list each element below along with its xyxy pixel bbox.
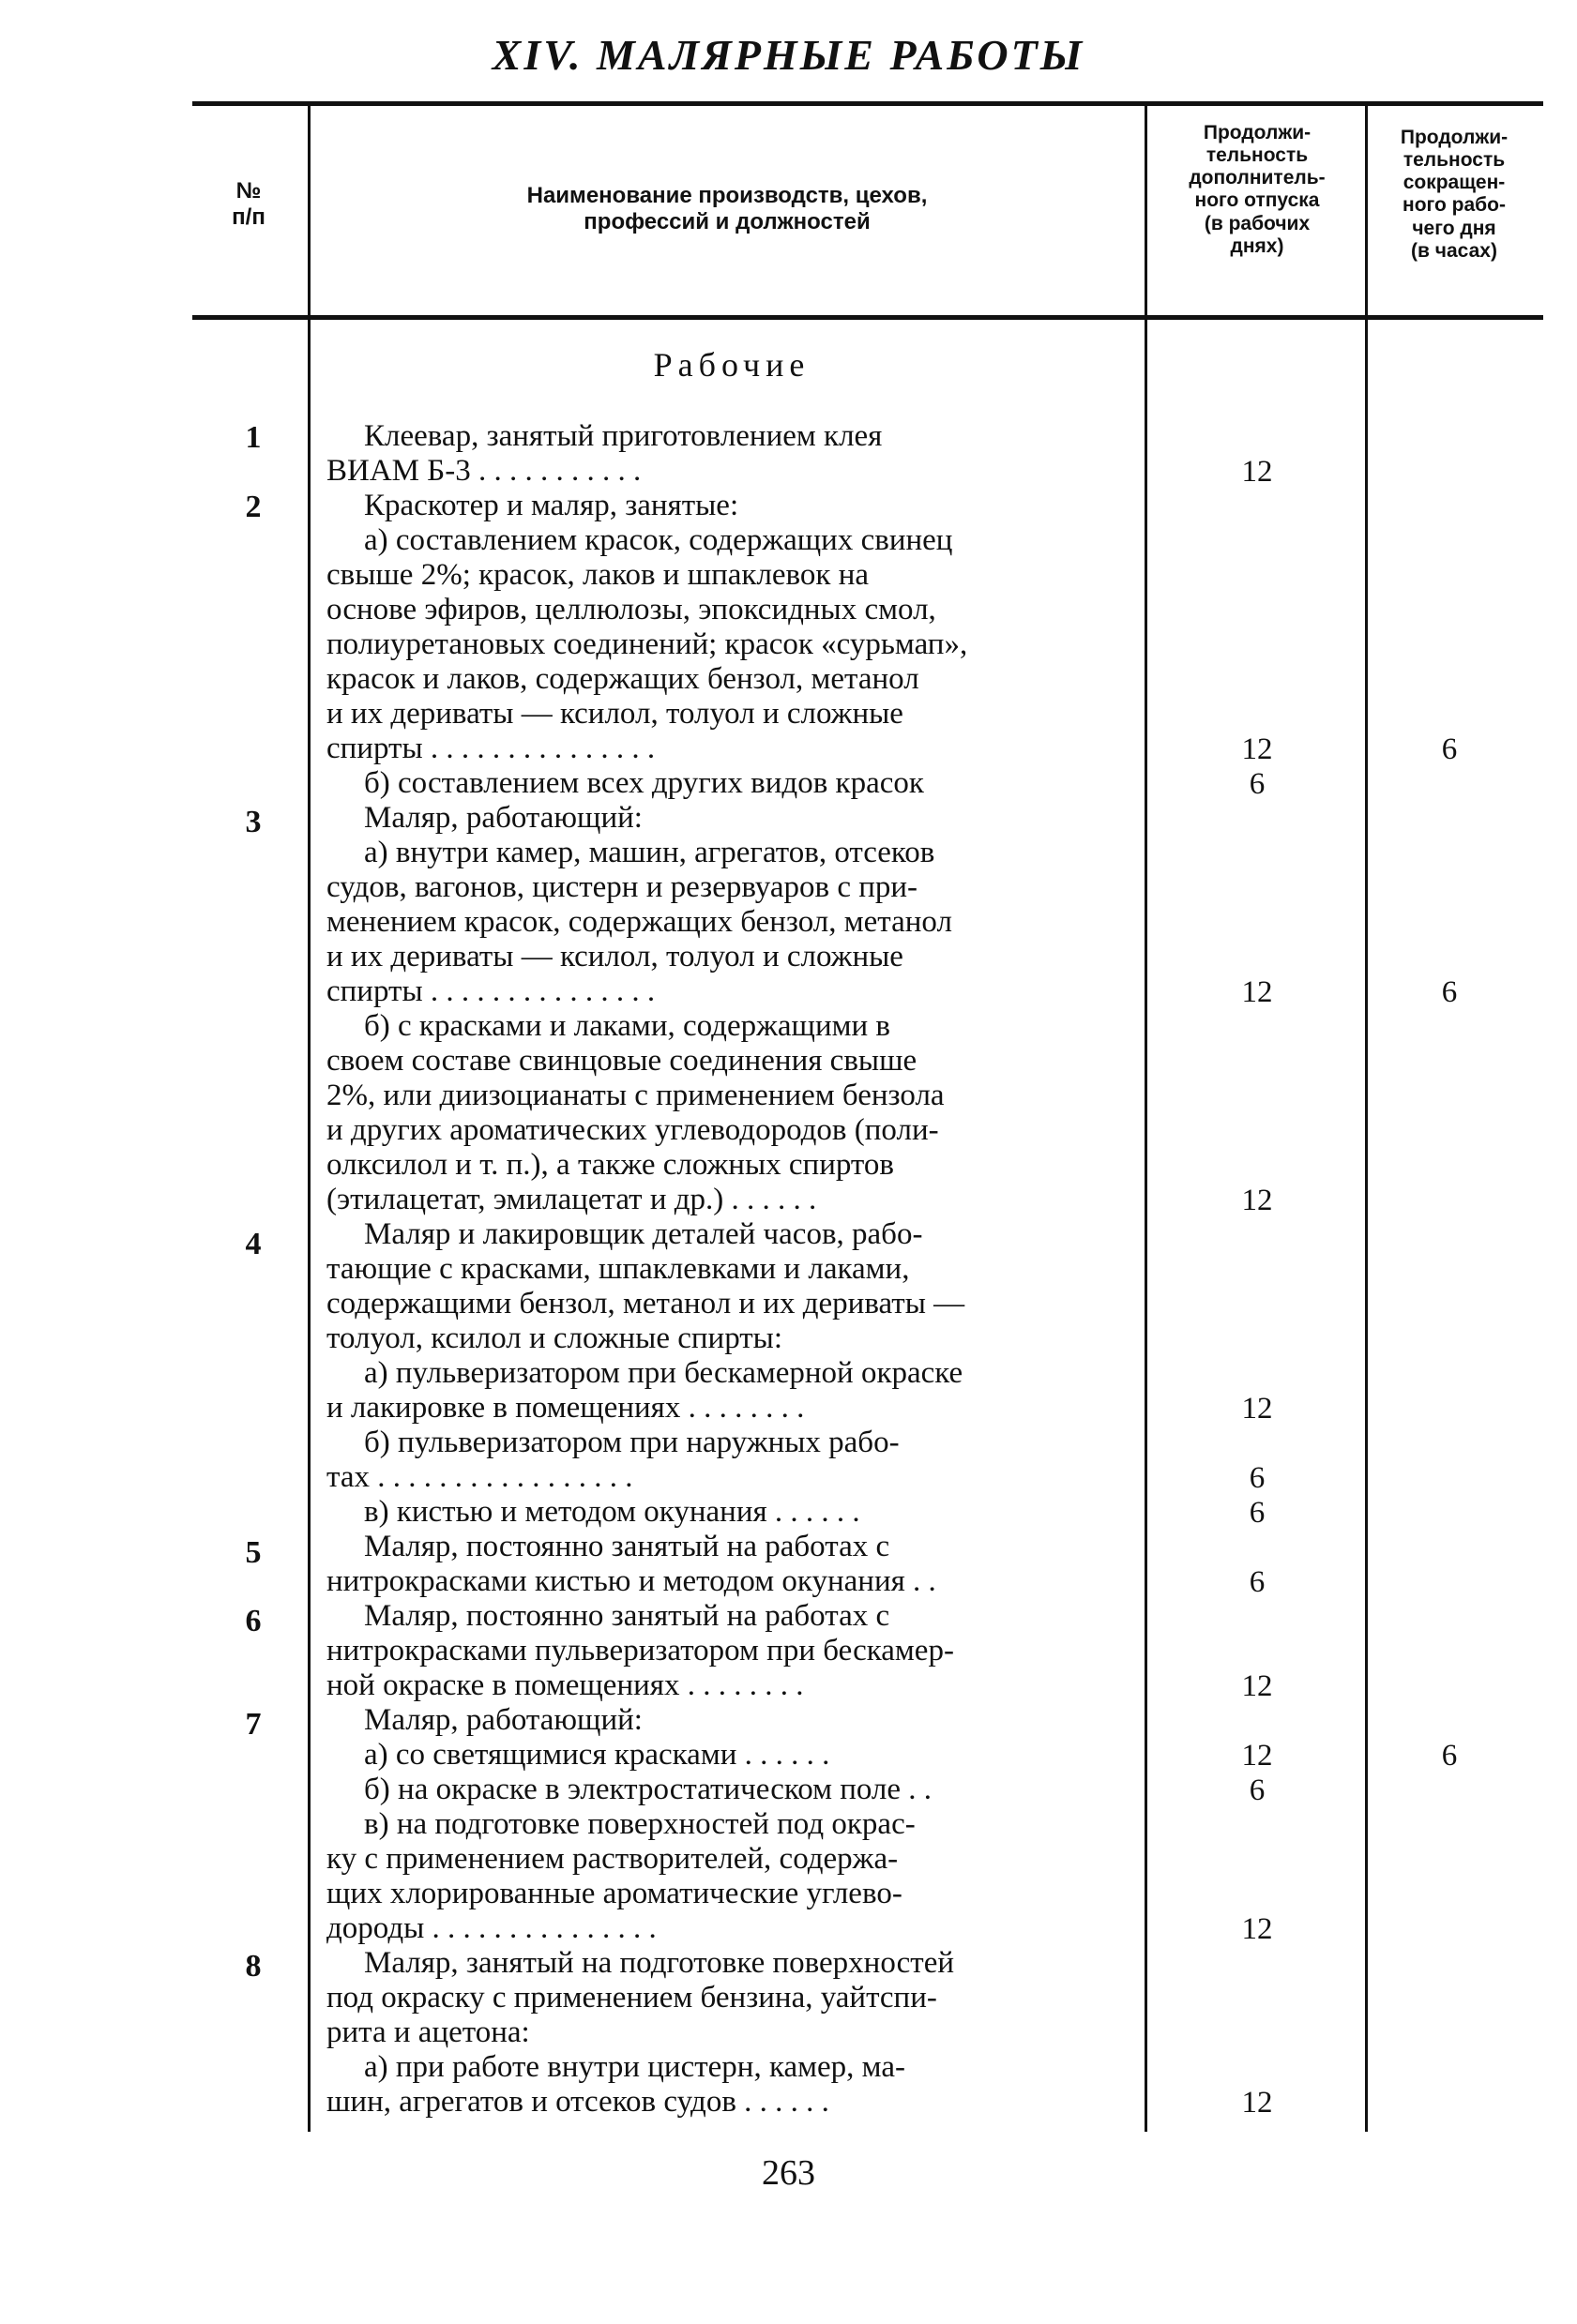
text-line: и их дериваты — ксилол, толуол и сложные xyxy=(326,698,903,731)
header-reduced-workday: Продолжи- тельность сокращен- ного рабо- чего дня (в часах) xyxy=(1400,127,1509,262)
text-line: Маляр, работающий: xyxy=(364,802,643,835)
group-label: Рабочие xyxy=(653,346,811,384)
reduced-hours-cell: 6 xyxy=(1441,732,1458,766)
text-line: под окраску с применением бензина, уайтспи- xyxy=(326,1982,937,2015)
text-line: шин, агрегатов и отсеков судов . . . . . . xyxy=(326,2086,829,2119)
row-number: 6 xyxy=(245,1604,262,1638)
text-line: б) составлением всех других видов красок xyxy=(364,767,924,800)
text-line: щих хлорированные ароматические углево- xyxy=(326,1878,902,1910)
leave-days-cell: 12 xyxy=(1241,1184,1273,1217)
column-divider xyxy=(308,106,311,315)
text-line: олксилол и т. п.), а также сложных спиртов xyxy=(326,1149,894,1182)
text-line: своем составе свинцовые соединения свыше xyxy=(326,1045,917,1078)
text-line: Маляр, работающий: xyxy=(364,1704,643,1737)
leave-days-cell: 6 xyxy=(1249,767,1266,801)
column-divider xyxy=(308,320,311,2132)
leave-days-cell: 12 xyxy=(1241,455,1273,489)
text-line: нитрокрасками пульверизатором при бескамер- xyxy=(326,1635,954,1668)
leave-days-cell: 6 xyxy=(1249,1496,1266,1530)
text-line: нитрокрасками кистью и методом окунания . . xyxy=(326,1565,936,1598)
table-header-rule xyxy=(192,315,1543,320)
text-line: дороды . . . . . . . . . . . . . . . xyxy=(326,1912,657,1945)
text-line: тах . . . . . . . . . . . . . . . . . xyxy=(326,1461,633,1494)
text-line: Маляр и лакировщик деталей часов, рабо- xyxy=(364,1218,923,1251)
row-number: 8 xyxy=(245,1949,262,1984)
text-line: 2%, или диизоцианаты с применением бензола xyxy=(326,1079,945,1112)
text-line: Клеевар, занятый приготовлением клея xyxy=(364,420,883,453)
column-divider xyxy=(1145,320,1147,2132)
text-line: а) составлением красок, содержащих свинец xyxy=(364,524,953,557)
leave-days-cell: 12 xyxy=(1241,1739,1273,1773)
leave-days-cell: 12 xyxy=(1241,1392,1273,1426)
text-line: а) при работе внутри цистерн, камер, ма- xyxy=(364,2051,905,2084)
leave-days-cell: 6 xyxy=(1249,1461,1266,1495)
text-line: ВИАМ Б-3 . . . . . . . . . . . xyxy=(326,455,642,488)
text-line: Маляр, постоянно занятый на работах с xyxy=(364,1531,890,1563)
row-number: 3 xyxy=(245,805,262,839)
leave-days-cell: 12 xyxy=(1241,2086,1273,2120)
text-line: (этилацетат, эмилацетат и др.) . . . . . . xyxy=(326,1184,817,1216)
reduced-hours-cell: 6 xyxy=(1441,1739,1458,1773)
header-additional-leave: Продолжи- тельность дополнитель- ного отпуска (в рабочих днях) xyxy=(1189,122,1326,257)
column-divider xyxy=(1145,106,1147,315)
text-line: полиуретановых соединений; красок «сурьмап», xyxy=(326,628,968,661)
reduced-hours-cell: 6 xyxy=(1441,975,1458,1009)
text-line: Маляр, занятый на подготовке поверхностей xyxy=(364,1947,955,1980)
text-line: а) пульверизатором при бескамерной окраске xyxy=(364,1357,963,1390)
text-line: б) на окраске в электростатическом поле . . xyxy=(364,1773,933,1806)
leave-days-cell: 12 xyxy=(1241,732,1273,766)
header-number: № п/п xyxy=(232,178,265,230)
leave-days-cell: 12 xyxy=(1241,1912,1273,1946)
text-line: толуол, ксилол и сложные спирты: xyxy=(326,1322,783,1355)
leave-days-cell: 12 xyxy=(1241,975,1273,1009)
text-line: рита и ацетона: xyxy=(326,2016,530,2049)
text-line: спирты . . . . . . . . . . . . . . . xyxy=(326,975,656,1008)
text-line: содержащими бензол, метанол и их дериваты — xyxy=(326,1288,965,1320)
row-number: 4 xyxy=(245,1227,262,1261)
column-divider xyxy=(1365,320,1368,2132)
row-number: 1 xyxy=(245,420,262,455)
row-number: 5 xyxy=(245,1535,262,1570)
text-line: б) с красками и лаками, содержащими в xyxy=(364,1010,890,1043)
text-line: судов, вагонов, цистерн и резервуаров с при- xyxy=(326,871,918,904)
text-line: Краскотер и маляр, занятые: xyxy=(364,490,739,522)
text-line: ной окраске в помещениях . . . . . . . . xyxy=(326,1669,804,1702)
text-line: и других ароматических углеводородов (поли- xyxy=(326,1114,939,1147)
text-line: и лакировке в помещениях . . . . . . . . xyxy=(326,1392,805,1425)
text-line: а) внутри камер, машин, агрегатов, отсеков xyxy=(364,837,935,869)
page-number: 263 xyxy=(762,2153,815,2193)
text-line: тающие с красками, шпаклевками и лаками, xyxy=(326,1253,910,1286)
table-top-rule xyxy=(192,101,1543,106)
text-line: основе эфиров, целлюлозы, эпоксидных смол, xyxy=(326,594,936,626)
text-line: спирты . . . . . . . . . . . . . . . xyxy=(326,732,656,765)
text-line: свыше 2%; красок, лаков и шпаклевок на xyxy=(326,559,869,592)
text-line: б) пульверизатором при наружных рабо- xyxy=(364,1426,900,1459)
text-line: в) на подготовке поверхностей под окрас- xyxy=(364,1808,916,1841)
leave-days-cell: 6 xyxy=(1249,1565,1266,1599)
row-number: 7 xyxy=(245,1707,262,1742)
leave-days-cell: 6 xyxy=(1249,1773,1266,1807)
text-line: красок и лаков, содержащих бензол, метанол xyxy=(326,663,919,696)
text-line: Маляр, постоянно занятый на работах с xyxy=(364,1600,890,1633)
column-divider xyxy=(1365,106,1368,315)
header-name: Наименование производств, цехов, профессий и должностей xyxy=(526,183,928,234)
row-number: 2 xyxy=(245,490,262,524)
leave-days-cell: 12 xyxy=(1241,1669,1273,1703)
text-line: а) со светящимися красками . . . . . . xyxy=(364,1739,830,1772)
text-line: ку с применением растворителей, содержа- xyxy=(326,1843,899,1876)
section-title: XIV. МАЛЯРНЫЕ РАБОТЫ xyxy=(492,31,1085,79)
text-line: и их дериваты — ксилол, толуол и сложные xyxy=(326,941,903,973)
text-line: менением красок, содержащих бензол, метанол xyxy=(326,906,952,939)
text-line: в) кистью и методом окунания . . . . . . xyxy=(364,1496,860,1529)
